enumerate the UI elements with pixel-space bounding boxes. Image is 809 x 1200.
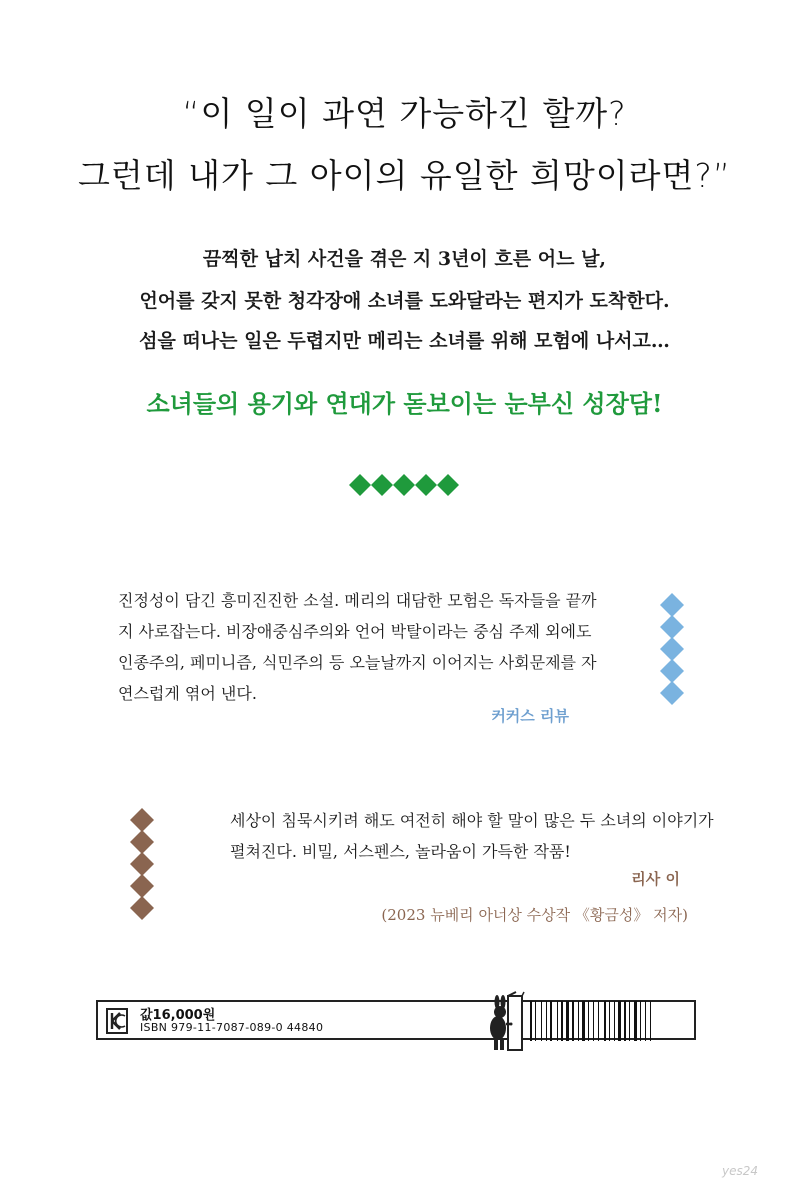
isbn-text: ISBN 979-11-7087-089-0 44840 xyxy=(140,1021,324,1034)
green-diamond-divider-icon xyxy=(349,474,461,496)
review-lisa-yee-attribution: 리사 이 xyxy=(631,870,680,888)
review-kirkus xyxy=(118,585,638,709)
tagline: 소녀들의 용기와 연대가 돋보이는 눈부신 성장담! xyxy=(146,389,663,418)
kc-certification-logo-icon xyxy=(106,1008,128,1034)
watermark-text: yes24 xyxy=(722,1164,759,1178)
synopsis-line-1: 끔찍한 납치 사건을 겪은 지 3년이 흐른 어느 날, xyxy=(202,248,607,270)
blue-diamond-stack-icon xyxy=(660,593,684,705)
review-kirkus-line: 연스럽게 엮어 낸다. xyxy=(118,684,257,703)
synopsis-line-2: 언어를 갖지 못한 청각장애 소녀를 도와달라는 편지가 도착한다. xyxy=(139,290,670,312)
quote-line-1: “이 일이 과연 가능하긴 할까? xyxy=(182,94,627,133)
review-kirkus-line: 진정성이 담긴 흥미진진한 소설. 메리의 대담한 모험은 독자들을 끝까 xyxy=(118,591,597,610)
door-rabbit-icon xyxy=(480,990,526,1054)
review-lisa-yee-line: 세상이 침묵시키려 해도 여전히 해야 할 말이 많은 두 소녀의 이야기가 xyxy=(230,811,714,830)
review-lisa-yee-line: 펼쳐진다. 비밀, 서스펜스, 놀라움이 가득한 작품! xyxy=(230,842,571,861)
review-kirkus-line: 인종주의, 페미니즘, 식민주의 등 오늘날까지 이어지는 사회문제를 자 xyxy=(118,653,597,672)
price-text: 값16,000원 xyxy=(140,1008,216,1023)
review-lisa-yee xyxy=(230,805,714,867)
review-kirkus-line: 지 사로잡는다. 비장애중심주의와 언어 박탈이라는 중심 주제 외에도 xyxy=(118,622,592,641)
review-kirkus-attribution: 커커스 리뷰 xyxy=(491,707,569,725)
review-lisa-yee-credential: (2023 뉴베리 아너상 수상작 《황금성》 저자) xyxy=(381,906,688,924)
quote-line-2: 그런데 내가 그 아이의 유일한 희망이라면?” xyxy=(78,156,731,195)
barcode-icon xyxy=(530,1001,696,1041)
synopsis-line-3: 섬을 떠나는 일은 두렵지만 메리는 소녀를 위해 모험에 나서고… xyxy=(139,330,670,352)
